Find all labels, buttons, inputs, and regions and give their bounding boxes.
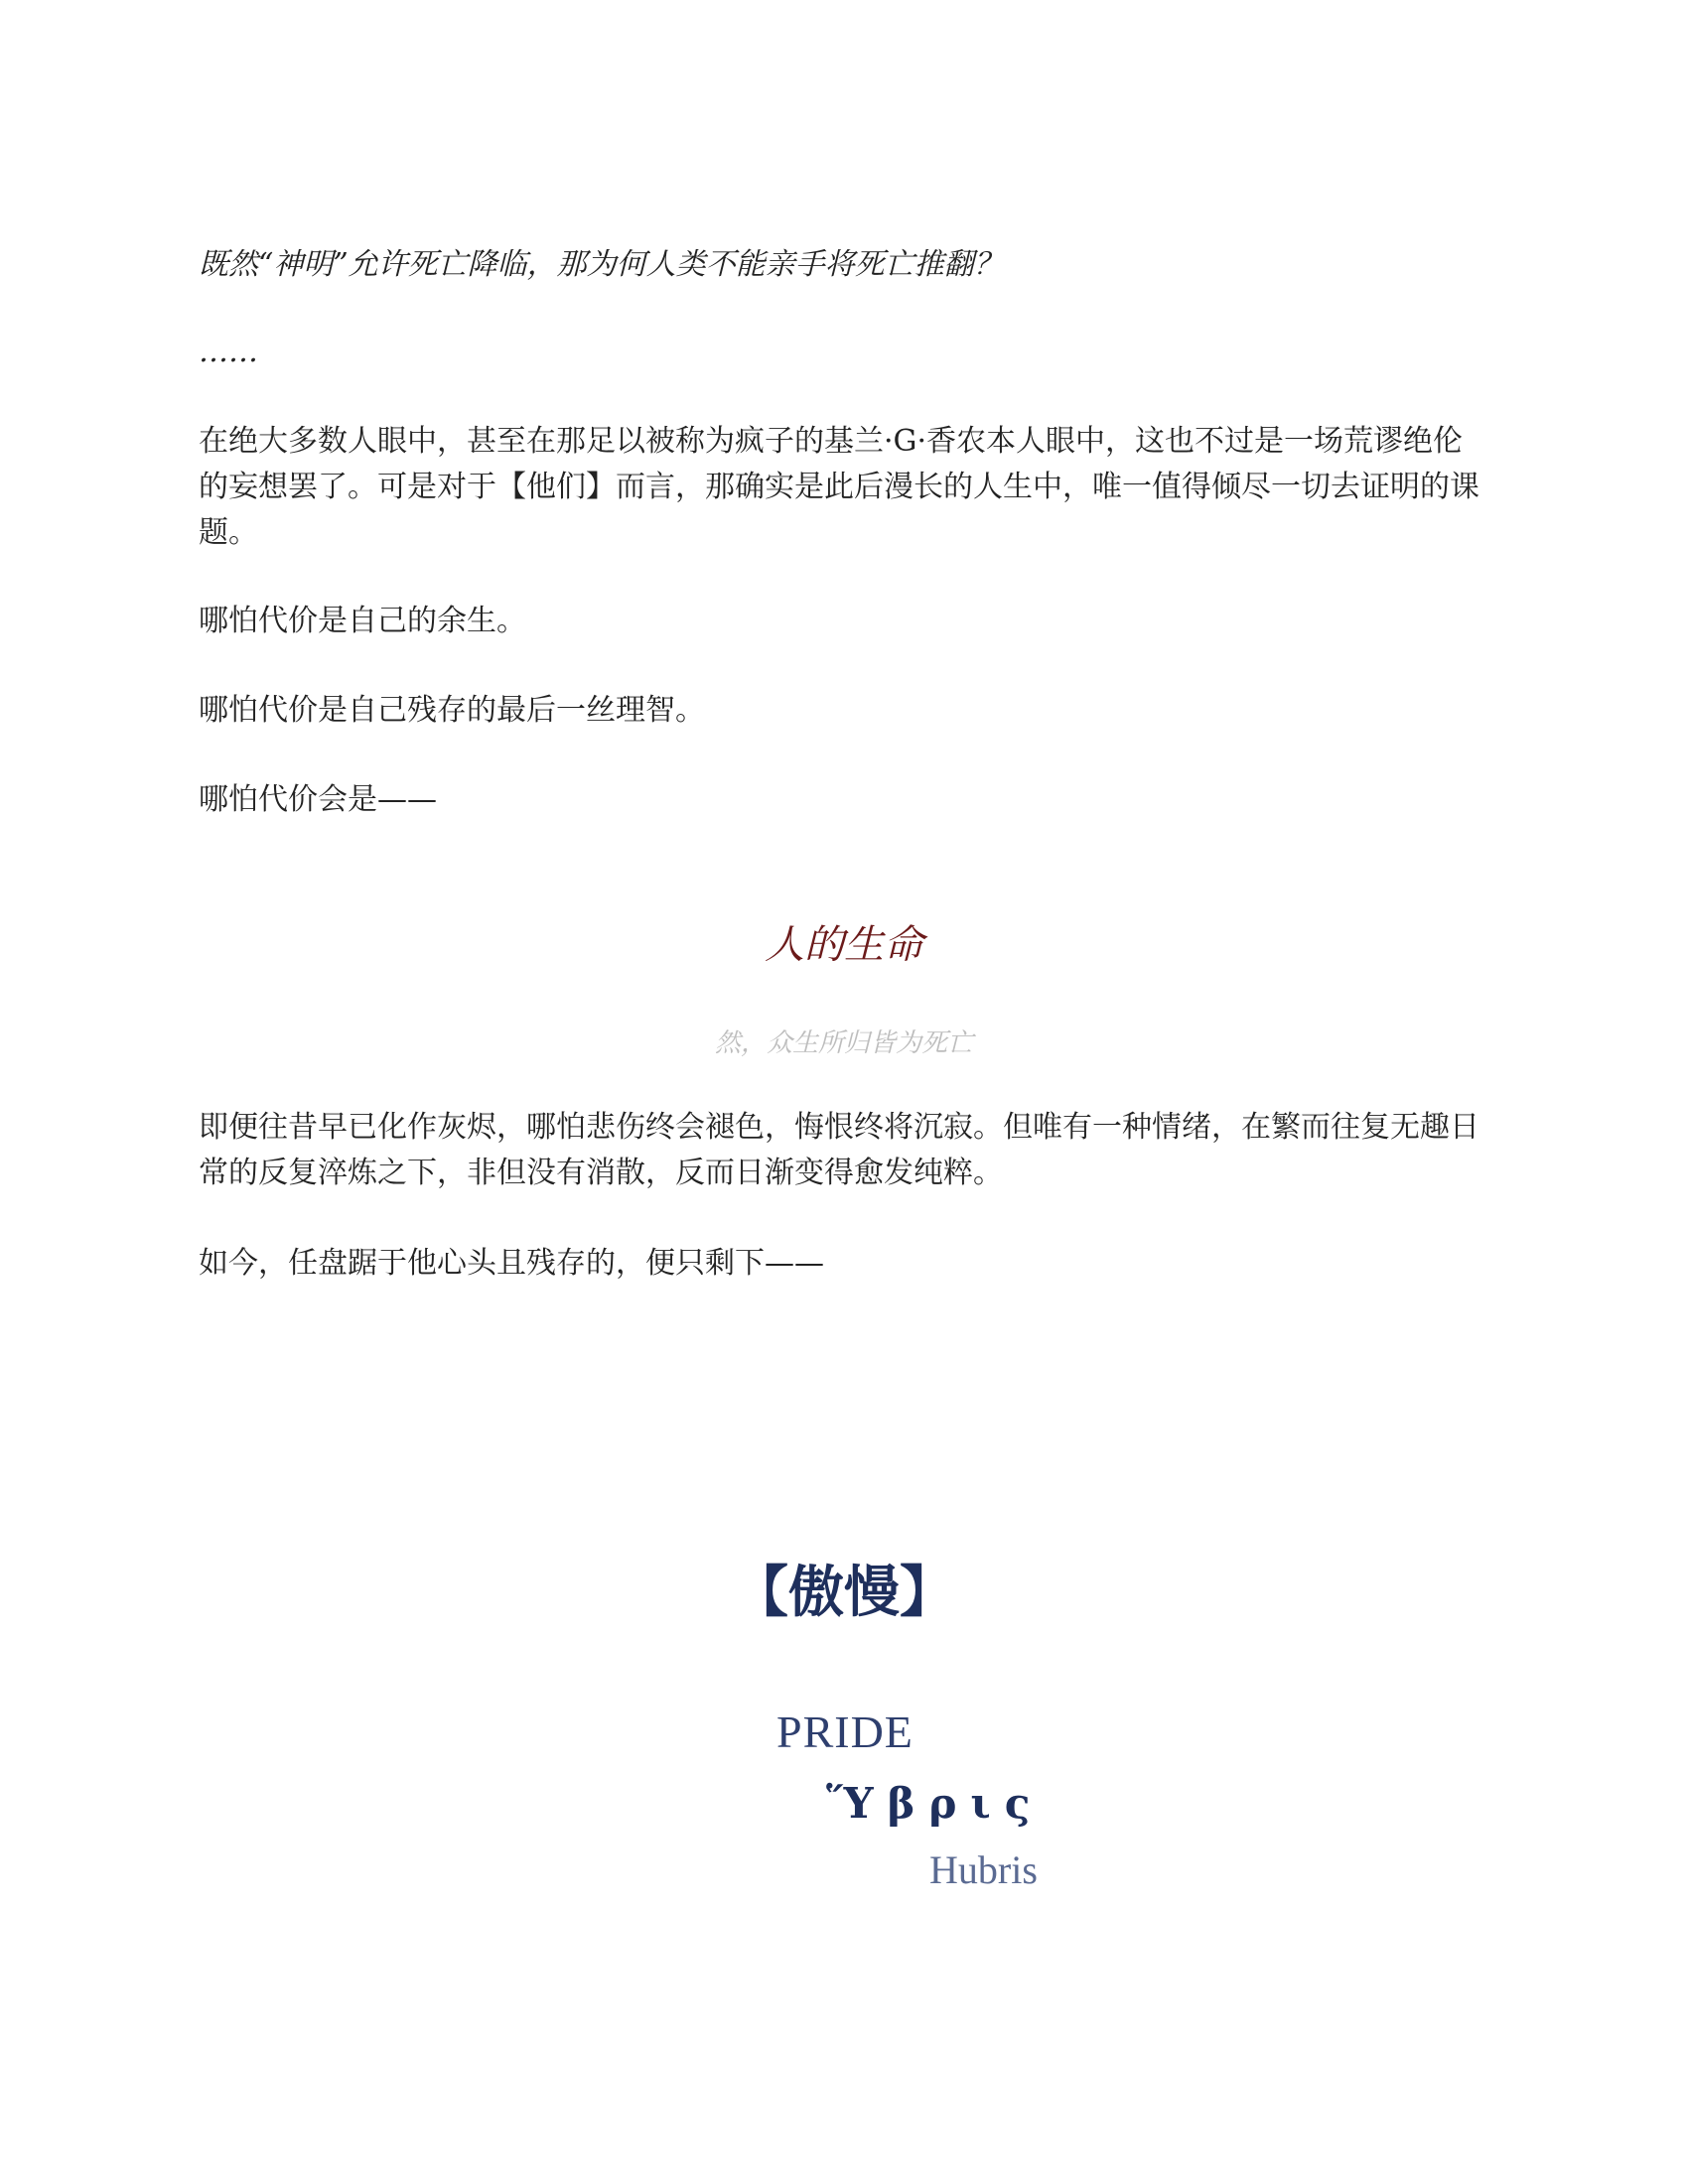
paragraph-cost-3: 哪怕代价会是—— xyxy=(199,782,437,817)
sin-title: 【傲慢】 xyxy=(733,1561,955,1625)
paragraph-remaining: 如今，任盘踞于他心头且残存的，便只剩下—— xyxy=(199,1246,824,1281)
sin-greek-name: Ὕβρις xyxy=(826,1779,1045,1828)
paragraph-cost-2: 哪怕代价是自己残存的最后一丝理智。 xyxy=(199,693,705,728)
life-heading: 人的生命 xyxy=(765,922,923,968)
life-subheading: 然，众生所归皆为死亡 xyxy=(714,1028,973,1058)
sin-latin-name: Hubris xyxy=(929,1847,1038,1892)
opening-quote: 既然“神明”允许死亡降临，那为何人类不能亲手将死亡推翻？ xyxy=(199,247,1004,282)
ellipsis: …… xyxy=(199,335,258,369)
paragraph-cost-1: 哪怕代价是自己的余生。 xyxy=(199,604,526,638)
paragraph-emotion: 即便往昔早已化作灰烬，哪怕悲伤终会褪色，悔恨终将沉寂。但唯有一种情绪，在繁而往复无趣日常的反复淬炼之下，非但没有消散，反而日渐变得愈发纯粹。 xyxy=(199,1110,1479,1190)
sin-english-name: PRIDE xyxy=(776,1706,914,1757)
paragraph-intro: 在绝大多数人眼中，甚至在那足以被称为疯子的基兰·G·香农本人眼中，这也不过是一场荒谬绝伦的妄想罢了。可是对于【他们】而言，那确实是此后漫长的人生中，唯一值得倾尽一切去证明的课题。 xyxy=(199,424,1479,550)
